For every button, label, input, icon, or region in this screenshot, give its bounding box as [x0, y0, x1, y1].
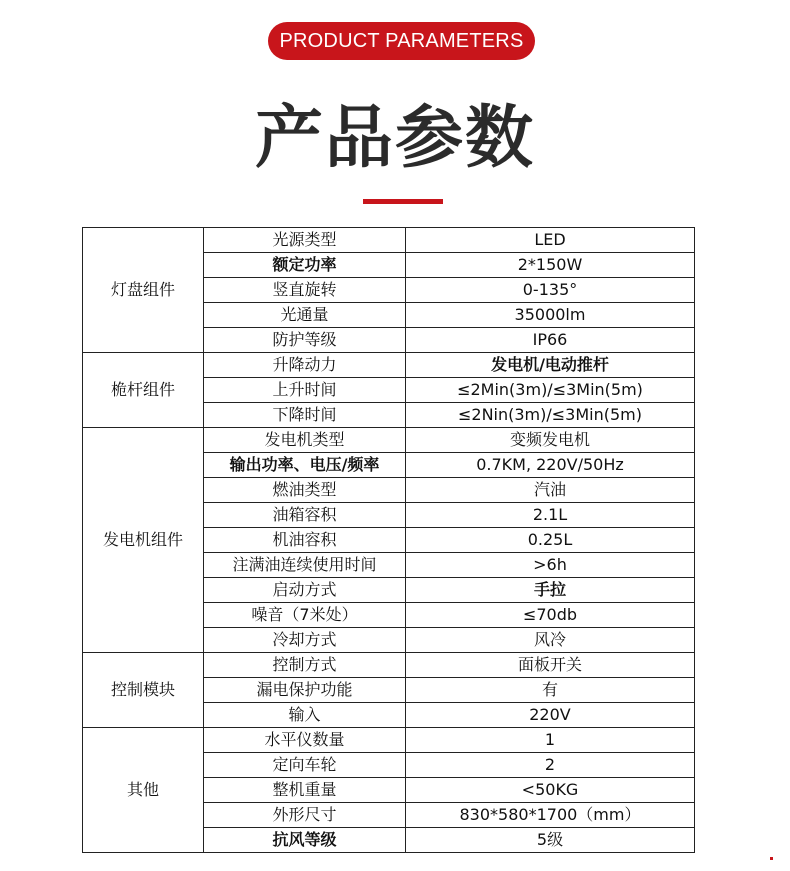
param-label: 冷却方式 [204, 628, 406, 653]
param-label: 光源类型 [204, 228, 406, 253]
param-value: 手拉 [406, 578, 695, 603]
param-value: 风冷 [406, 628, 695, 653]
param-label: 上升时间 [204, 378, 406, 403]
param-label: 下降时间 [204, 403, 406, 428]
param-value: LED [406, 228, 695, 253]
param-label: 外形尺寸 [204, 803, 406, 828]
param-label: 输入 [204, 703, 406, 728]
param-value: 0.7KM, 220V/50Hz [406, 453, 695, 478]
param-label: 控制方式 [204, 653, 406, 678]
param-label: 整机重量 [204, 778, 406, 803]
param-label: 噪音（7米处） [204, 603, 406, 628]
decorative-dot [770, 857, 773, 860]
parameters-table [82, 227, 695, 853]
table-row [83, 353, 695, 378]
group-name-mast: 桅杆组件 [83, 353, 204, 428]
param-value: 2*150W [406, 253, 695, 278]
title-underline [363, 199, 443, 204]
param-value: 面板开关 [406, 653, 695, 678]
param-value: 变频发电机 [406, 428, 695, 453]
param-value: 5级 [406, 828, 695, 853]
param-value: ≤2Min(3m)/≤3Min(5m) [406, 378, 695, 403]
param-value: 发电机/电动推杆 [406, 353, 695, 378]
param-label: 额定功率 [204, 253, 406, 278]
param-value: 1 [406, 728, 695, 753]
product-parameters-badge: PRODUCT PARAMETERS [268, 22, 535, 60]
param-label: 燃油类型 [204, 478, 406, 503]
param-label: 发电机类型 [204, 428, 406, 453]
param-value: 830*580*1700（mm） [406, 803, 695, 828]
param-label: 启动方式 [204, 578, 406, 603]
param-label: 定向车轮 [204, 753, 406, 778]
param-value: 汽油 [406, 478, 695, 503]
param-label: 光通量 [204, 303, 406, 328]
param-label: 水平仪数量 [204, 728, 406, 753]
table-row [83, 653, 695, 678]
param-value: ≤2Nin(3m)/≤3Min(5m) [406, 403, 695, 428]
param-value: 0.25L [406, 528, 695, 553]
table-row [83, 428, 695, 453]
group-name-generator: 发电机组件 [83, 428, 204, 653]
param-value: 35000lm [406, 303, 695, 328]
param-label: 输出功率、电压/频率 [204, 453, 406, 478]
param-value: 2.1L [406, 503, 695, 528]
param-label: 防护等级 [204, 328, 406, 353]
group-name-control: 控制模块 [83, 653, 204, 728]
param-value: IP66 [406, 328, 695, 353]
group-name-light-panel: 灯盘组件 [83, 228, 204, 353]
param-label: 抗风等级 [204, 828, 406, 853]
param-label: 升降动力 [204, 353, 406, 378]
group-name-other: 其他 [83, 728, 204, 853]
param-value: ≤70db [406, 603, 695, 628]
param-label: 油箱容积 [204, 503, 406, 528]
table-row [83, 228, 695, 253]
param-value: <50KG [406, 778, 695, 803]
param-label: 注满油连续使用时间 [204, 553, 406, 578]
param-value: 220V [406, 703, 695, 728]
param-value: >6h [406, 553, 695, 578]
param-label: 漏电保护功能 [204, 678, 406, 703]
param-value: 0-135° [406, 278, 695, 303]
param-label: 竖直旋转 [204, 278, 406, 303]
page-title: 产品参数 [254, 99, 535, 178]
param-value: 2 [406, 753, 695, 778]
param-label: 机油容积 [204, 528, 406, 553]
table-row [83, 728, 695, 753]
param-value: 有 [406, 678, 695, 703]
